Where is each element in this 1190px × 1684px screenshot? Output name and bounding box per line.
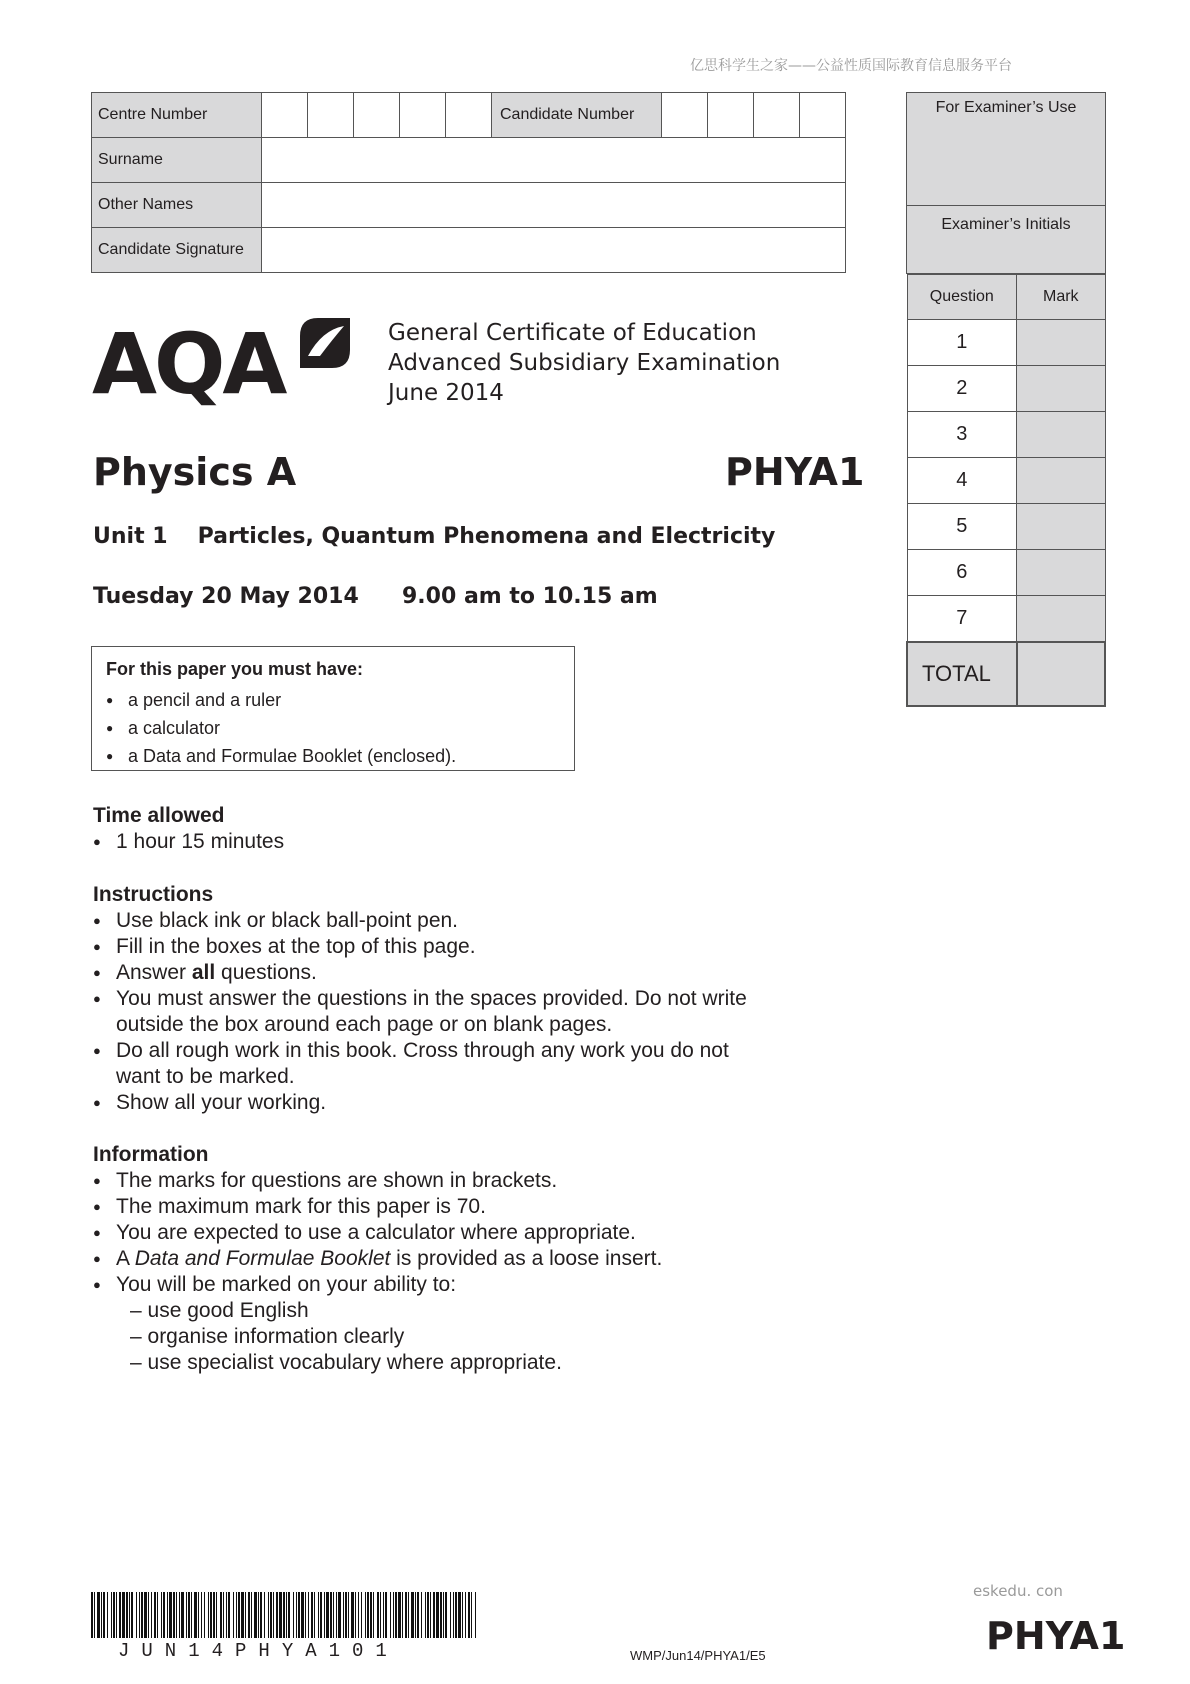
barcode-bar [198, 1592, 199, 1638]
list-item: ● 1 hour 15 minutes [93, 829, 853, 855]
barcode-bar [408, 1592, 409, 1638]
candidate-number-box[interactable] [708, 93, 754, 138]
marks-table [906, 274, 1106, 707]
text-line: want to be marked. [116, 1065, 295, 1088]
barcode-bar [111, 1592, 112, 1638]
barcode-bar [370, 1592, 372, 1638]
barcode-bar [298, 1592, 300, 1638]
barcode-bar [220, 1592, 222, 1638]
website-watermark: eskedu. con [973, 1582, 1063, 1600]
barcode-bar [338, 1592, 341, 1638]
requirements-box [91, 646, 575, 771]
information-section [93, 1142, 853, 1376]
sub-item: – use good English [130, 1299, 309, 1322]
text-span: Answer [116, 961, 192, 984]
barcode-bar [373, 1592, 374, 1638]
barcode-bar [345, 1592, 347, 1638]
examination-line: Advanced Subsidiary Examination [388, 350, 781, 376]
sub-item: – use specialist vocabulary where appropriate. [130, 1351, 562, 1374]
barcode-text: JUN14PHYA101 [118, 1640, 399, 1662]
centre-number-box[interactable] [262, 93, 308, 138]
barcode-bar [188, 1592, 190, 1638]
barcode-bar [296, 1592, 297, 1638]
examiner-initials-label: Examiner’s Initials [906, 206, 1106, 274]
list-item: ● Use black ink or black ball-point pen. [93, 908, 853, 934]
candidate-number-box[interactable] [662, 93, 708, 138]
candidate-number-box[interactable] [754, 93, 800, 138]
session-line: June 2014 [388, 380, 504, 406]
barcode-bar [377, 1592, 379, 1638]
barcode-bar [208, 1592, 209, 1638]
unit-label: Unit 1 [93, 524, 168, 549]
barcode-bar [194, 1592, 197, 1638]
sub-item: – organise information clearly [130, 1325, 405, 1348]
mark-cell[interactable] [1017, 366, 1105, 412]
barcode-bar [260, 1592, 262, 1638]
centre-number-box[interactable] [400, 93, 446, 138]
text-span: A [116, 1247, 135, 1270]
mark-cell[interactable] [1017, 458, 1105, 504]
aqa-logo: AQA [92, 315, 285, 413]
exam-time: 9.00 am to 10.15 am [402, 584, 658, 609]
barcode-bar [151, 1592, 152, 1638]
mark-cell[interactable] [1017, 412, 1105, 458]
list-item [93, 1038, 853, 1090]
barcode-bar [103, 1592, 105, 1638]
barcode-bar [238, 1592, 240, 1638]
signature-field[interactable] [262, 228, 846, 273]
barcode-bar [358, 1592, 359, 1638]
barcode-bar [258, 1592, 259, 1638]
barcode-bar [455, 1592, 457, 1638]
barcode-bar [248, 1592, 250, 1638]
barcode-bar [129, 1592, 130, 1638]
barcode-bar [223, 1592, 224, 1638]
barcode-bar [91, 1592, 93, 1638]
barcode-bar [367, 1592, 369, 1638]
barcode-bar [210, 1592, 212, 1638]
barcode-bar [318, 1592, 319, 1638]
centre-number-label: Centre Number [92, 93, 262, 138]
text-span: is provided as a loose insert. [390, 1247, 663, 1270]
barcode-bar [126, 1592, 128, 1638]
barcode-bar [94, 1592, 95, 1638]
subject-title: Physics A [93, 450, 297, 494]
aqa-logo-mark-icon [298, 314, 352, 370]
barcode-bar [286, 1592, 287, 1638]
list-item: ● a calculator [106, 714, 560, 742]
barcode-bar [264, 1592, 265, 1638]
barcode-bar [324, 1592, 325, 1638]
barcode-bar [173, 1592, 175, 1638]
barcode-bar [415, 1592, 416, 1638]
barcode-bar [161, 1592, 162, 1638]
examiner-use-panel [906, 92, 1106, 707]
barcode-bar [475, 1592, 476, 1638]
barcode-bar [179, 1592, 180, 1638]
list-item: ● The maximum mark for this paper is 70. [93, 1194, 853, 1220]
barcode-bar [433, 1592, 435, 1638]
question-number: 7 [907, 596, 1017, 643]
barcode-bar [436, 1592, 439, 1638]
barcode-bar [273, 1592, 274, 1638]
total-label: TOTAL [907, 642, 1017, 706]
list-item [93, 986, 853, 1038]
barcode-bar [148, 1592, 149, 1638]
barcode-bar [390, 1592, 391, 1638]
mark-cell[interactable] [1017, 550, 1105, 596]
barcode-icon [91, 1592, 476, 1638]
section-heading: Information [93, 1143, 209, 1166]
barcode-bar [351, 1592, 354, 1638]
examiner-use-heading: For Examiner’s Use [906, 92, 1106, 206]
signature-label: Candidate Signature [92, 228, 262, 273]
question-number: 6 [907, 550, 1017, 596]
barcode-bar [236, 1592, 237, 1638]
paper-code: PHYA1 [725, 450, 865, 494]
barcode-bar [131, 1592, 133, 1638]
barcode-bar [355, 1592, 356, 1638]
barcode-bar [167, 1592, 168, 1638]
barcode-bar [450, 1592, 451, 1638]
text-span: questions. [215, 961, 317, 984]
mark-column-header: Mark [1017, 275, 1105, 320]
question-number: 3 [907, 412, 1017, 458]
barcode-bar [425, 1592, 426, 1638]
barcode-bar [283, 1592, 285, 1638]
barcode-bar [233, 1592, 234, 1638]
barcode-bar [119, 1592, 121, 1638]
barcode-bar [101, 1592, 102, 1638]
barcode-bar [305, 1592, 306, 1638]
exam-date: Tuesday 20 May 2014 [93, 584, 359, 609]
bold-text: all [191, 961, 216, 984]
total-mark-cell[interactable] [1017, 642, 1105, 706]
question-number: 5 [907, 504, 1017, 550]
question-column-header: Question [907, 275, 1017, 320]
instructions-section [93, 882, 853, 1116]
barcode-bar [430, 1592, 431, 1638]
text-line: outside the box around each page or on blank pages. [116, 1013, 613, 1036]
barcode-bar [122, 1592, 125, 1638]
paper-reference: WMP/Jun14/PHYA1/E5 [630, 1648, 766, 1663]
other-names-label: Other Names [92, 183, 262, 228]
barcode-bar [201, 1592, 202, 1638]
barcode-bar [462, 1592, 463, 1638]
watermark-text: 亿思科学生之家——公益性质国际教育信息服务平台 [690, 58, 1012, 74]
barcode-bar [97, 1592, 100, 1638]
barcode-bar [169, 1592, 172, 1638]
barcode-bar [293, 1592, 294, 1638]
barcode-bar [445, 1592, 447, 1638]
list-item: ● The marks for questions are shown in brackets. [93, 1168, 853, 1194]
mark-cell[interactable] [1017, 504, 1105, 550]
list-item [93, 960, 853, 986]
centre-number-box[interactable] [308, 93, 354, 138]
centre-number-box[interactable] [354, 93, 400, 138]
barcode-bar [136, 1592, 137, 1638]
barcode-bar [213, 1592, 215, 1638]
question-number: 2 [907, 366, 1017, 412]
text-line: ● Do all rough work in this book. Cross through any work you do not [116, 1039, 729, 1062]
barcode-bar [228, 1592, 230, 1638]
list-item [93, 1246, 853, 1272]
question-number: 4 [907, 458, 1017, 504]
barcode-bar [276, 1592, 278, 1638]
barcode-bar [402, 1592, 403, 1638]
barcode-bar [314, 1592, 315, 1638]
barcode-bar [241, 1592, 244, 1638]
barcode-bar [270, 1592, 272, 1638]
barcode-bar [139, 1592, 140, 1638]
barcode-bar [348, 1592, 349, 1638]
other-names-field[interactable] [262, 183, 846, 228]
barcode-bar [191, 1592, 192, 1638]
barcode-bar [365, 1592, 366, 1638]
centre-number-box[interactable] [446, 93, 492, 138]
qualification-line: General Certificate of Education [388, 320, 757, 346]
barcode-bar [361, 1592, 362, 1638]
italic-text: Data and Formulae Booklet [134, 1247, 391, 1270]
text-line: ● You must answer the questions in the spaces provided. Do not write [116, 987, 747, 1010]
barcode-bar [393, 1592, 394, 1638]
barcode-bar [245, 1592, 246, 1638]
barcode-bar [288, 1592, 290, 1638]
requirements-heading: For this paper you must have: [106, 659, 364, 679]
barcode-bar [157, 1592, 158, 1638]
section-heading: Time allowed [93, 804, 225, 827]
barcode-bar [383, 1592, 384, 1638]
barcode-bar [116, 1592, 117, 1638]
barcode-bar [279, 1592, 282, 1638]
barcode-bar [421, 1592, 422, 1638]
barcode-bar [181, 1592, 184, 1638]
barcode-bar [471, 1592, 472, 1638]
mark-cell[interactable] [1017, 596, 1105, 643]
barcode-bar [311, 1592, 313, 1638]
barcode-bar [398, 1592, 401, 1638]
section-heading: Instructions [93, 883, 214, 906]
barcode-bar [405, 1592, 407, 1638]
barcode-bar [336, 1592, 337, 1638]
barcode-bar [251, 1592, 252, 1638]
barcode-bar [395, 1592, 397, 1638]
barcode-bar [326, 1592, 329, 1638]
candidate-details-table [91, 92, 846, 273]
barcode-bar [440, 1592, 442, 1638]
list-item: ● Fill in the boxes at the top of this page. [93, 934, 853, 960]
barcode-bar [333, 1592, 334, 1638]
list-item: ● You are expected to use a calculator where appropriate. [93, 1220, 853, 1246]
candidate-number-label: Candidate Number [492, 93, 662, 138]
barcode-bar [254, 1592, 257, 1638]
barcode-bar [186, 1592, 187, 1638]
barcode-bar [465, 1592, 466, 1638]
mark-cell[interactable] [1017, 320, 1105, 366]
unit-line [93, 524, 775, 549]
barcode-bar [330, 1592, 332, 1638]
barcode-bar [107, 1592, 108, 1638]
barcode-bar [453, 1592, 454, 1638]
surname-label: Surname [92, 138, 262, 183]
barcode-bar [141, 1592, 143, 1638]
barcode-bar [301, 1592, 304, 1638]
qualification-info [388, 318, 780, 408]
barcode-bar [343, 1592, 344, 1638]
list-item: ● a pencil and a ruler [106, 686, 560, 714]
list-item: ● You will be marked on your ability to: [93, 1272, 853, 1298]
barcode-bar [320, 1592, 322, 1638]
barcode-bar [204, 1592, 205, 1638]
barcode-bar [226, 1592, 227, 1638]
list-item: ● a Data and Formulae Booklet (enclosed). [106, 742, 560, 770]
barcode-bar [380, 1592, 381, 1638]
surname-field[interactable] [262, 138, 846, 183]
barcode-bar [385, 1592, 387, 1638]
barcode-bar [427, 1592, 429, 1638]
barcode-bar [268, 1592, 269, 1638]
barcode-bar [176, 1592, 177, 1638]
barcode-bar [163, 1592, 165, 1638]
barcode-bar [308, 1592, 309, 1638]
barcode-bar [154, 1592, 156, 1638]
barcode-bar [458, 1592, 461, 1638]
candidate-number-box[interactable] [800, 93, 846, 138]
list-item: ● Show all your working. [93, 1090, 853, 1116]
barcode-bar [411, 1592, 414, 1638]
barcode-bar [216, 1592, 217, 1638]
barcode-bar [443, 1592, 444, 1638]
barcode-bar [113, 1592, 115, 1638]
question-number: 1 [907, 320, 1017, 366]
paper-code-footer: PHYA1 [986, 1614, 1126, 1658]
barcode-bar [417, 1592, 419, 1638]
unit-title: Particles, Quantum Phenomena and Electricity [197, 524, 776, 549]
time-allowed-section [93, 803, 853, 855]
barcode-bar [468, 1592, 470, 1638]
barcode-bar [144, 1592, 147, 1638]
